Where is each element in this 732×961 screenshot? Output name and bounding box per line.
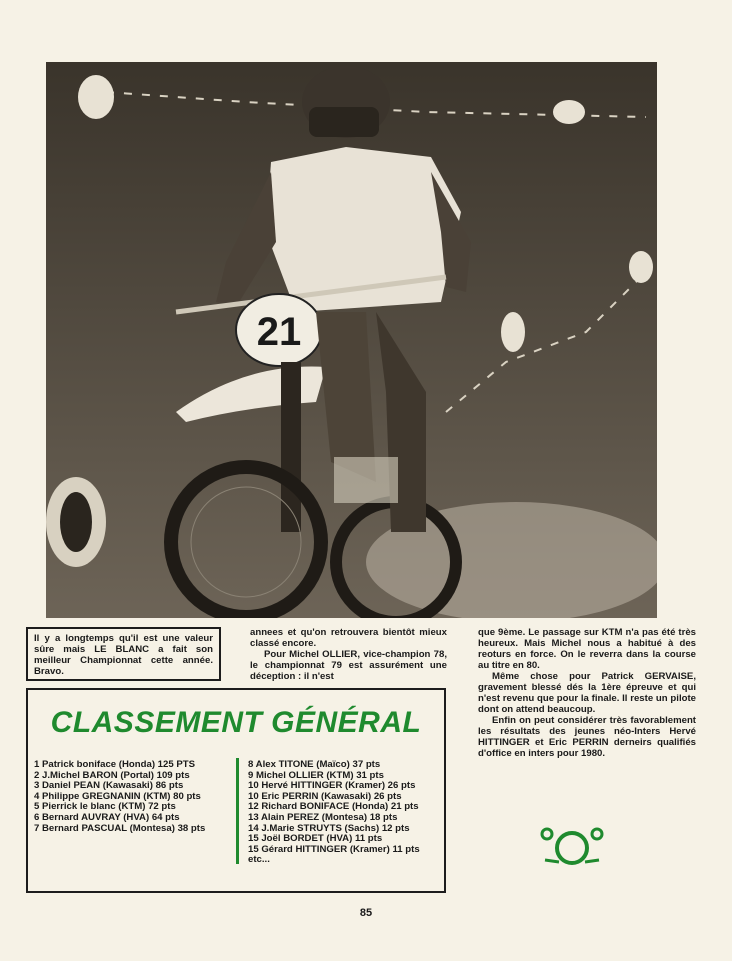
standings-title: CLASSEMENT GÉNÉRAL (50, 706, 422, 739)
magazine-logo-icon (539, 826, 605, 866)
standing-row: 10 Hervé HITTINGER (Kramer) 26 pts (248, 780, 416, 792)
standing-row: 9 Michel OLLIER (KTM) 31 pts (248, 769, 384, 781)
standing-row: 6 Bernard AUVRAY (HVA) 64 pts (34, 811, 180, 823)
standings-box (26, 688, 446, 893)
standing-row: 15 Gérard HITTINGER (Kramer) 11 pts (248, 843, 420, 855)
page-number: 85 (359, 907, 373, 919)
standing-row: 4 Philippe GREGNANIN (KTM) 80 pts (34, 790, 201, 802)
standing-row: 5 Pierrick le blanc (KTM) 72 pts (34, 801, 176, 813)
standing-row: 14 J.Marie STRUYTS (Sachs) 12 pts (248, 822, 410, 834)
paragraph: que 9ème. Le passage sur KTM n'a pas été très heureux. Mais Michel nous a habitué à des reoturs en force. On le reverra dans la course au titre en 80. (478, 627, 696, 671)
standing-row: 3 Daniel PEAN (Kawasaki) 86 pts (34, 780, 184, 792)
standing-row: etc... (248, 854, 270, 866)
standings-right-column (248, 760, 441, 866)
standing-row: 10 Eric PERRIN (Kawasaki) 26 pts (248, 790, 402, 802)
paragraph: Enfin on peut considérer très favorablement les résultats des jeunes néo-Inters Hervé HITTINGER et Eric PERRIN derneirs qualifiés d'office en inters pour 1980. (478, 715, 696, 759)
motocross-photo (46, 62, 657, 618)
bike-number: 21 (256, 310, 302, 354)
standings-divider (236, 758, 239, 864)
paragraph: annees et qu'on retrouvera bientôt mieux classé encore. (250, 627, 447, 649)
photo-caption: Il y a longtemps qu'il est une valeur sûre mais LE BLANC a fait son meilleur Championnat cette année. Bravo. (26, 627, 221, 681)
paragraph: Pour Michel OLLIER, vice-champion 78, le championnat 79 est assurément une déception : il n'est (250, 649, 447, 682)
standing-row: 13 Alain PEREZ (Montesa) 18 pts (248, 811, 398, 823)
article-column-3 (478, 627, 696, 759)
standings-left-column (34, 760, 234, 834)
rider-illustration (46, 62, 657, 618)
standing-row: 2 J.Michel BARON (Portal) 109 pts (34, 769, 190, 781)
standing-row: 8 Alex TITONE (Maïco) 37 pts (248, 759, 381, 770)
article-column-2 (250, 627, 447, 682)
standing-row: 7 Bernard PASCUAL (Montesa) 38 pts (34, 822, 206, 834)
paragraph: Même chose pour Patrick GERVAISE, gravement blessé dés la 1ère épreuve et qui n'est revenu que pour la finale. Il reste un pilote dont on attend beaucoup. (478, 671, 696, 715)
standing-row: 15 Joël BORDET (HVA) 11 pts (248, 833, 383, 845)
standing-row: 12 Richard BONIFACE (Honda) 21 pts (248, 801, 419, 813)
standing-row: 1 Patrick boniface (Honda) 125 PTS (34, 759, 196, 770)
